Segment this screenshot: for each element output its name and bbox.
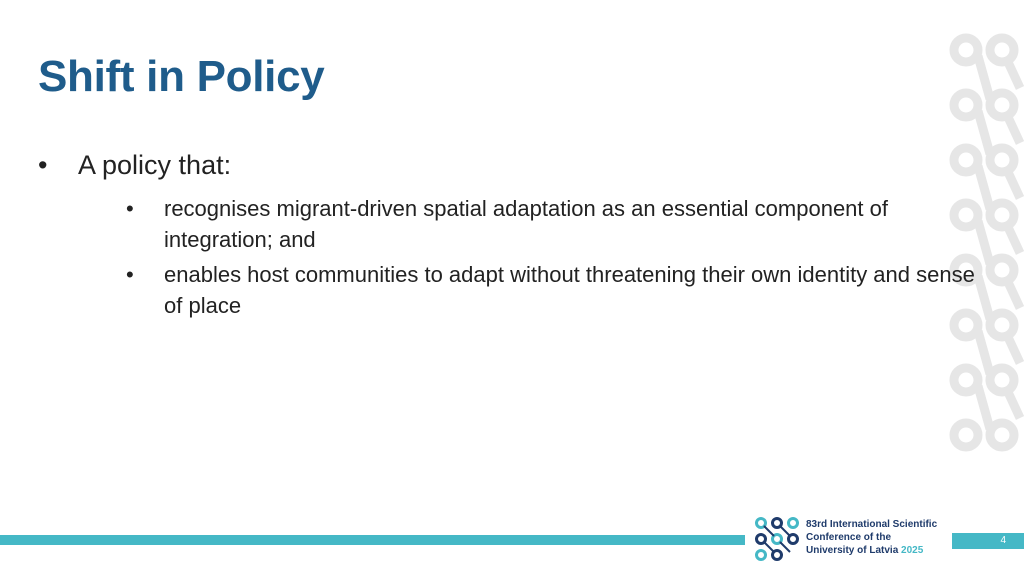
bullet-marker: • (126, 262, 134, 287)
page-number: 4 (1000, 535, 1006, 546)
sub-bullet (126, 193, 994, 255)
conference-line: 83rd International Scientific (806, 519, 938, 530)
conference-logo-icon (754, 516, 800, 562)
page-number-box (952, 533, 1024, 549)
conference-line: Conference of the (806, 532, 892, 543)
conference-year: 2025 (901, 545, 924, 556)
conference-line: University of Latvia (806, 545, 899, 556)
main-bullet-text: A policy that: (78, 150, 232, 180)
bullet-marker: • (38, 150, 48, 180)
sub-bullet (126, 259, 994, 321)
sub-bullet-text: enables host communities to adapt without threatening their own identity and sense of place (164, 262, 975, 318)
conference-name (806, 518, 937, 557)
sub-bullet-text: recognises migrant-driven spatial adaptation as an essential component of integration; and (164, 196, 888, 252)
footer-accent-bar (0, 535, 745, 545)
bullet-marker: • (126, 196, 134, 221)
main-bullet (38, 150, 231, 181)
page-title: Shift in Policy (38, 52, 325, 101)
conference-line-with-year (806, 544, 937, 557)
